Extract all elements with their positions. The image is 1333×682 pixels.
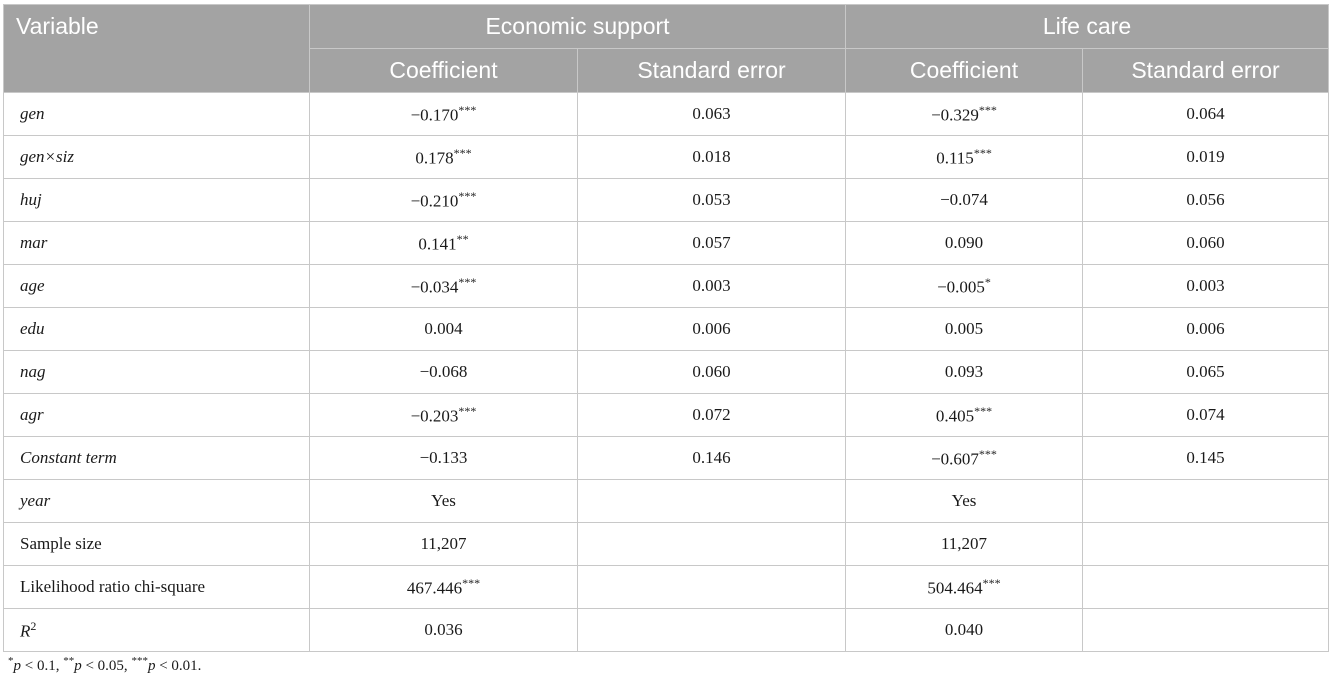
coefficient-cell: Yes — [310, 480, 578, 523]
coefficient-cell: −0.210*** — [310, 179, 578, 222]
standard-error-cell: 0.003 — [1083, 265, 1329, 308]
standard-error-cell — [578, 480, 846, 523]
standard-error-cell — [1083, 566, 1329, 609]
row-label: Constant term — [4, 437, 310, 480]
table-row — [4, 609, 1329, 652]
header-group-life-care: Life care — [846, 5, 1329, 49]
table-footnote: *p < 0.1, **p < 0.05, ***p < 0.01. — [8, 655, 202, 674]
row-label: $R^2$ — [4, 609, 310, 652]
row-label: year — [4, 480, 310, 523]
header-group-economic-support: Economic support — [310, 5, 846, 49]
coefficient-cell: 0.005 — [846, 308, 1083, 351]
table-row — [4, 93, 1329, 136]
standard-error-cell — [1083, 523, 1329, 566]
coefficient-cell: 0.093 — [846, 351, 1083, 394]
coefficient-cell: Yes — [846, 480, 1083, 523]
coefficient-cell: 504.464*** — [846, 566, 1083, 609]
coefficient-cell: 0.090 — [846, 222, 1083, 265]
coefficient-cell: −0.607*** — [846, 437, 1083, 480]
table-row — [4, 394, 1329, 437]
coefficient-cell: 11,207 — [310, 523, 578, 566]
coefficient-cell: 467.446*** — [310, 566, 578, 609]
standard-error-cell: 0.063 — [578, 93, 846, 136]
coefficient-cell: −0.074 — [846, 179, 1083, 222]
row-label: age — [4, 265, 310, 308]
standard-error-cell: 0.074 — [1083, 394, 1329, 437]
coefficient-cell: 0.178*** — [310, 136, 578, 179]
standard-error-cell: 0.057 — [578, 222, 846, 265]
standard-error-cell: 0.006 — [578, 308, 846, 351]
standard-error-cell: 0.064 — [1083, 93, 1329, 136]
standard-error-cell: 0.053 — [578, 179, 846, 222]
table-row — [4, 308, 1329, 351]
coefficient-cell: −0.034*** — [310, 265, 578, 308]
header-standard-error: Standard error — [1083, 49, 1329, 93]
row-label: edu — [4, 308, 310, 351]
header-coefficient: Coefficient — [310, 49, 578, 93]
table-row — [4, 480, 1329, 523]
header-standard-error: Standard error — [578, 49, 846, 93]
coefficient-cell: 0.036 — [310, 609, 578, 652]
coefficient-cell: −0.203*** — [310, 394, 578, 437]
coefficient-cell: −0.005* — [846, 265, 1083, 308]
standard-error-cell — [1083, 609, 1329, 652]
coefficient-cell: −0.329*** — [846, 93, 1083, 136]
header-row-groups — [4, 5, 1329, 49]
coefficient-cell: 11,207 — [846, 523, 1083, 566]
table-body — [4, 93, 1329, 652]
row-label: nag — [4, 351, 310, 394]
coefficient-cell: −0.068 — [310, 351, 578, 394]
table-row — [4, 179, 1329, 222]
row-label: agr — [4, 394, 310, 437]
coefficient-cell: 0.405*** — [846, 394, 1083, 437]
table-row — [4, 351, 1329, 394]
standard-error-cell — [1083, 480, 1329, 523]
standard-error-cell: 0.060 — [578, 351, 846, 394]
header-coefficient: Coefficient — [846, 49, 1083, 93]
coefficient-cell: −0.133 — [310, 437, 578, 480]
standard-error-cell: 0.145 — [1083, 437, 1329, 480]
standard-error-cell: 0.065 — [1083, 351, 1329, 394]
standard-error-cell — [578, 609, 846, 652]
coefficient-cell: 0.115*** — [846, 136, 1083, 179]
row-label: gen — [4, 93, 310, 136]
table-header — [4, 5, 1329, 93]
table-row — [4, 136, 1329, 179]
standard-error-cell: 0.018 — [578, 136, 846, 179]
table-row — [4, 523, 1329, 566]
coefficient-cell: −0.170*** — [310, 93, 578, 136]
standard-error-cell: 0.006 — [1083, 308, 1329, 351]
standard-error-cell — [578, 566, 846, 609]
standard-error-cell — [578, 523, 846, 566]
row-label: gen×siz — [4, 136, 310, 179]
table-row — [4, 437, 1329, 480]
coefficient-cell: 0.004 — [310, 308, 578, 351]
regression-table — [3, 4, 1329, 652]
standard-error-cell: 0.060 — [1083, 222, 1329, 265]
table-row — [4, 265, 1329, 308]
row-label: Sample size — [4, 523, 310, 566]
row-label: mar — [4, 222, 310, 265]
header-variable: Variable — [4, 5, 310, 93]
standard-error-cell: 0.003 — [578, 265, 846, 308]
standard-error-cell: 0.056 — [1083, 179, 1329, 222]
standard-error-cell: 0.146 — [578, 437, 846, 480]
table-row — [4, 566, 1329, 609]
row-label: Likelihood ratio chi-square — [4, 566, 310, 609]
coefficient-cell: 0.040 — [846, 609, 1083, 652]
table-row — [4, 222, 1329, 265]
row-label: huj — [4, 179, 310, 222]
standard-error-cell: 0.019 — [1083, 136, 1329, 179]
coefficient-cell: 0.141** — [310, 222, 578, 265]
standard-error-cell: 0.072 — [578, 394, 846, 437]
